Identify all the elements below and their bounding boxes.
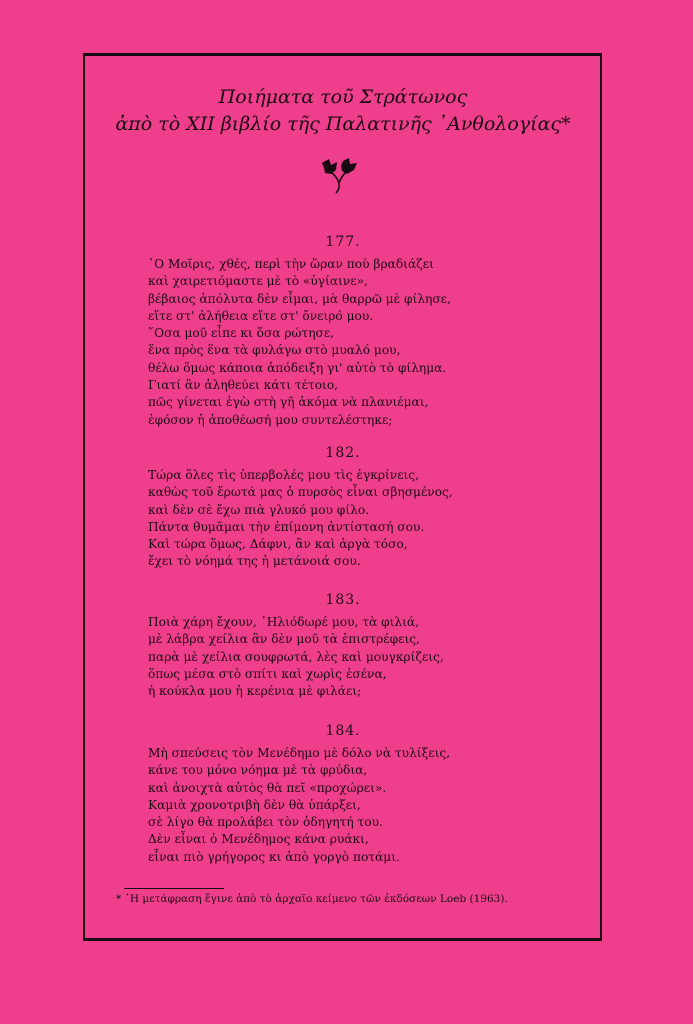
poem-line: Καὶ τώρα ὅμως, Δάφνι, ἂν καὶ ἀργὰ τόσο,: [148, 537, 408, 552]
poem-line: καθὼς τοῦ ἔρωτά μας ὁ πυρσὸς εἶναι σβησμένος,: [148, 485, 453, 500]
poem-line: ἕνα πρὸς ἕνα τὰ φυλάγω στὸ μυαλό μου,: [148, 343, 401, 358]
poem-line: ὅπως μέσα στὸ σπίτι καὶ χωρὶς ἐσένα,: [148, 666, 387, 681]
poem-183: [148, 614, 548, 700]
poem-line: ῾Ο Μοῖρις, χθές, περὶ τὴν ὥραν ποὺ βραδιάζει: [148, 257, 434, 271]
poem-line: ῞Οσα μοῦ εἶπε κι ὅσα ρώτησε,: [148, 326, 335, 341]
poem-line: κάνε του μόνο νόημα μὲ τὰ φρύδια,: [148, 763, 368, 778]
poem-number-183: 183.: [325, 592, 361, 608]
poem-line: Ποιὰ χάρη ἔχουν, ῾Ηλιόδωρέ μου, τὰ φιλιά,: [148, 615, 420, 629]
poem-184: [148, 745, 548, 866]
poem-line: Δὲν εἶναι ὁ Μενέδημος κάνα ρυάκι,: [148, 832, 369, 847]
page-title: Ποιήματα τοῦ Στράτωνος: [218, 86, 468, 108]
frame-bottom-rule: [83, 938, 602, 941]
poem-number-182: 182.: [325, 445, 361, 461]
poem-line: σὲ λίγο θὰ προλάβει τὸν ὁδηγητή του.: [148, 815, 383, 830]
poem-line: Γιατί ἂν ἀληθεύει κάτι τέτοιο,: [148, 378, 339, 393]
frame-top-rule: [83, 53, 602, 56]
poem-number-184: 184.: [325, 723, 361, 739]
poem-line: εἶναι πιὸ γρήγορος κι ἀπὸ γοργὸ ποτάμι.: [148, 849, 400, 864]
poem-line: καὶ ἀνοιχτὰ αὐτὸς θὰ πεῖ «προχώρει».: [148, 780, 387, 795]
page-subtitle: ἀπὸ τὸ XII βιβλίο τῆς Παλατινῆς ᾿Ανθολογίας*: [115, 113, 571, 135]
poem-number-177: 177.: [325, 234, 361, 250]
footnote: * ῾Η μετάφραση ἔγινε ἀπὸ τὸ ἀρχαῖο κείμενο τῶν ἐκδόσεων Loeb (1963).: [116, 893, 508, 905]
poem-line: Πάντα θυμᾶμαι τὴν ἐπίμονη ἀντίστασή σου.: [148, 519, 425, 534]
poem-line: εἴτε στ' ἀλήθεια εἴτε στ' ὄνειρό μου.: [148, 308, 374, 323]
frame-left-rule: [83, 53, 85, 941]
poem-line: καὶ δὲν σὲ ἔχω πιὰ γλυκό μου φίλο.: [148, 502, 370, 517]
poem-line: παρὰ μὲ χείλια σουφρωτά, λὲς καὶ μουγκρίζεις,: [148, 649, 444, 664]
poem-line: ἐφόσον ἡ ἀποθέωσή μου συντελέστηκε;: [148, 412, 393, 427]
poem-line: θέλω ὅμως κάποια ἀπόδειξη γι' αὐτὸ τὸ φίλημα.: [148, 360, 447, 375]
frame-right-rule: [600, 53, 602, 941]
ivy-leaf-ornament-icon: [319, 155, 361, 195]
poem-line: Καμιὰ χρονοτριβὴ δὲν θὰ ὑπάρξει,: [148, 797, 361, 812]
poem-line: ἔχει τὸ νόημά της ἡ μετάνοιά σου.: [148, 554, 361, 569]
poem-line: μὲ λάβρα χείλια ἂν δὲν μοῦ τὰ ἐπιστρέφεις,: [148, 632, 420, 647]
poem-line: Τώρα ὅλες τὶς ὑπερβολές μου τὶς ἐγκρίνεις,: [148, 468, 419, 482]
poem-182: [148, 467, 548, 571]
poem-line: ἡ κούκλα μου ἡ κερένια μὲ φιλάει;: [148, 684, 362, 699]
poem-line: καὶ χαιρετιόμαστε μὲ τὸ «ὑγίαινε»,: [148, 274, 368, 289]
poem-line: Μὴ σπεύσεις τὸν Μενέδημο μὲ δόλο νὰ τυλίξεις,: [148, 746, 451, 760]
footnote-rule: [124, 888, 224, 889]
poem-line: πῶς γίνεται ἐγὼ στὴ γῆ ἀκόμα νὰ πλανιέμαι,: [148, 395, 429, 410]
poem-line: βέβαιος ἀπόλυτα δὲν εἶμαι, μὰ θαρρῶ μὲ φίλησε,: [148, 291, 451, 306]
poem-177: [148, 256, 548, 429]
